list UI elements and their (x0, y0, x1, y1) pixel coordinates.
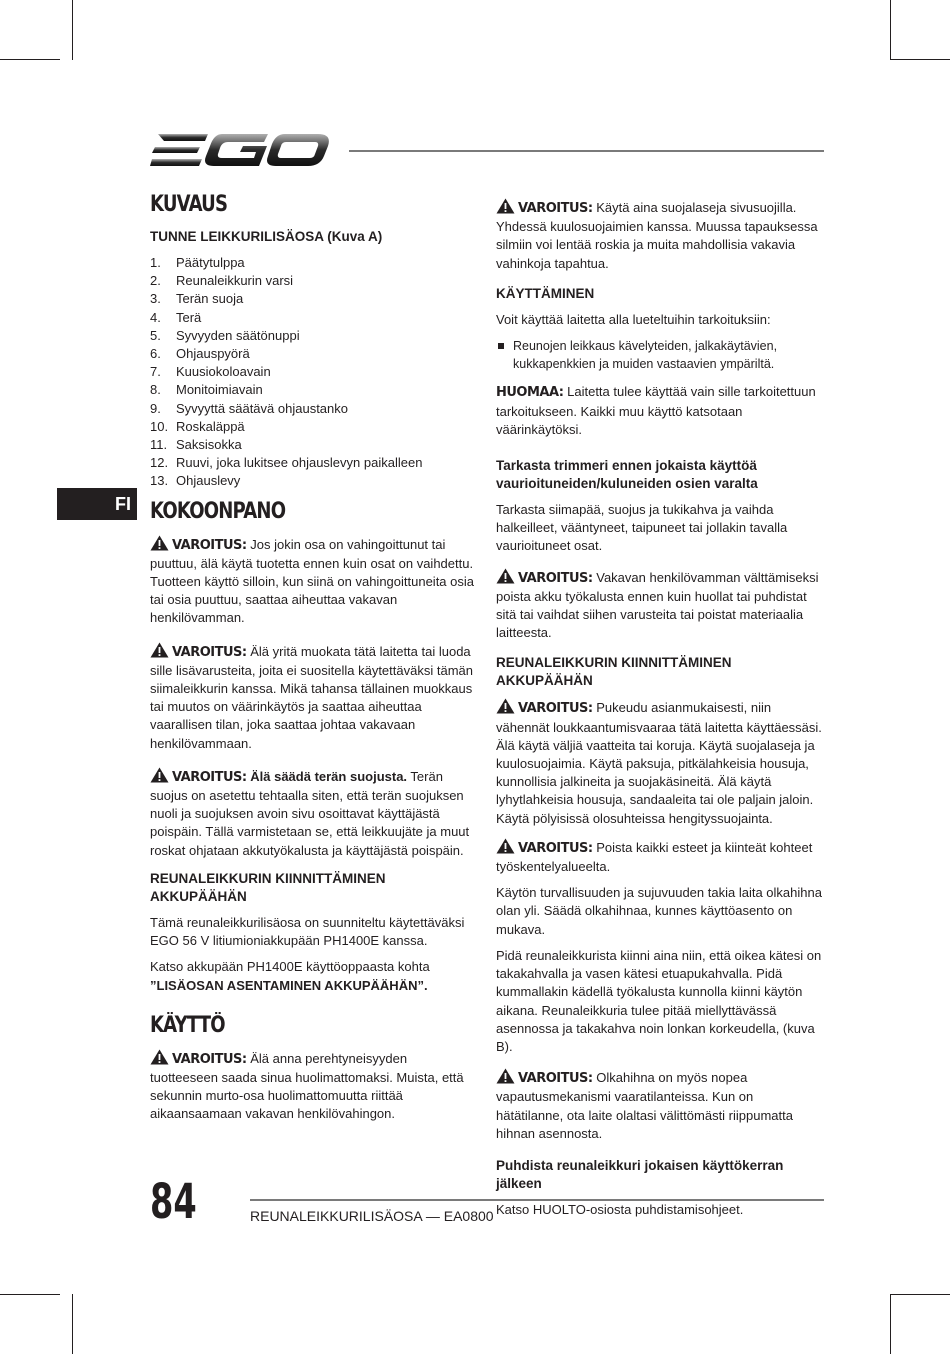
warning-bold-text: Älä säädä terän suojusta. (250, 768, 408, 784)
attach-text: Katso akkupään PH1400E käyttöoppaasta kohta (150, 959, 430, 975)
list-label: Syvyyttä säätävä ohjaustanko (176, 400, 348, 416)
list-number: 9. (150, 400, 161, 416)
check-heading: Tarkasta trimmeri ennen jokaista käyttöä vaurioituneiden/kuluneiden osien varalta (496, 458, 758, 492)
warning-label: VAROITUS: (172, 769, 247, 785)
warning-label: VAROITUS: (172, 537, 247, 553)
section-title-kaytto: KÄYTTÖ (150, 1012, 225, 1038)
list-number: 4. (150, 309, 161, 325)
attach-paragraph: Tämä reunaleikkurilisäosa on suunniteltu käytettäväksi EGO 56 V litiumioniakkupään PH1400E kanssa. (150, 914, 465, 949)
list-label: Päätytulppa (176, 255, 245, 270)
language-tab-label: FI (115, 493, 131, 514)
attach-heading: REUNALEIKKURIN KIINNITTÄMINEN AKKUPÄÄHÄN (496, 655, 732, 689)
warning-paragraph (496, 838, 824, 876)
list-number: 13. (150, 473, 169, 489)
list-item (150, 290, 478, 308)
attach-paragraph-2 (150, 958, 478, 994)
warning-paragraph (150, 767, 478, 860)
warning-triangle-icon (150, 767, 169, 783)
list-item (150, 327, 478, 345)
list-label: Monitoimiavain (176, 382, 263, 398)
list-item (150, 309, 478, 327)
strap-paragraph-2: Pidä reunaleikkurista kiinni aina niin, että oikea kätesi on takakahvalla ja vasen kätesi etuapukahvalla. Pidä kummallakin kädellä työkalusta kunnolla kiinni käytön aikana. Reunaleikkuria tulee pitää miellyttävässä asennossa ja takakahva noin lonkan korkeudella, (kuva B). (496, 947, 822, 1054)
note-paragraph (496, 383, 824, 439)
list-item (150, 381, 478, 399)
warning-paragraph (496, 698, 824, 827)
crop-mark (890, 1294, 950, 1295)
use-bullet-list (496, 337, 824, 373)
list-number: 12. (150, 455, 169, 471)
warning-label: VAROITUS: (518, 840, 593, 856)
page-number: 84 (150, 1174, 197, 1230)
warning-label: VAROITUS: (518, 570, 593, 586)
warning-text: Olkahihna on myös nopea vapautusmekanismi vaaratilanteissa. Kun on hätätilanne, ota laite olaltasi välittömästi riippumatta hihnan asennosta. (496, 1070, 793, 1141)
left-column (150, 190, 478, 1132)
warning-label: VAROITUS: (518, 201, 593, 216)
list-item (150, 254, 478, 272)
attach-bold-text: ”LISÄOSAN ASENTAMINEN AKKUPÄÄHÄN”. (150, 977, 428, 993)
list-number: 10. (150, 418, 169, 434)
use-paragraph: Voit käyttää laitetta alla lueteltuihin tarkoituksiin: (496, 311, 771, 327)
list-label: Ohjauspyörä (176, 346, 250, 362)
warning-triangle-icon (496, 698, 515, 714)
warning-triangle-icon (150, 1049, 169, 1065)
list-item: Reunojen leikkaus kävelyteiden, jalkakäytävien, kukkapenkkien ja muiden vastaavien ympäriltä. (496, 337, 824, 373)
warning-paragraph (150, 535, 478, 628)
clean-paragraph: Katso HUOLTO-osiosta puhdistamisohjeet. (496, 1201, 744, 1217)
list-number: 6. (150, 346, 161, 362)
warning-triangle-icon (496, 568, 515, 584)
ego-logo (150, 130, 330, 170)
warning-text: Poista kaikki esteet ja kiinteät kohteet työskentelyalueelta. (496, 839, 813, 875)
list-label: Ohjauslevy (176, 473, 241, 489)
strap-paragraph: Käytön turvallisuuden ja sujuvuuden takia laita olkahihna olan yli. Säädä olkahihnaa, kunnes käyttöasento on mukava. (496, 885, 822, 937)
warning-text: Älä yritä muokata tätä laitetta tai luoda sille lisävarusteita, joita ei suositella käytettäväksi tämän siimaleikkurin kanssa. Mikä tahansa tällainen muokkaus tai muutos on väärinkäytös ja saattaa aiheuttaa vaarallisen tilan, joka saattaa johtaa vakavaan henkilövammaan. (150, 643, 473, 751)
list-label: Ruuvi, joka lukitsee ohjauslevyn paikalleen (176, 455, 423, 471)
warning-triangle-icon (150, 642, 169, 658)
check-paragraph: Tarkasta siimapää, suojus ja tukikahva ja vaihda halkeilleet, vääntyneet, taipuneet tai jollakin tavalla vaurioituneet osat. (496, 502, 788, 554)
list-number: 3. (150, 291, 161, 307)
list-item (150, 363, 478, 381)
list-label: Syvyyden säätönuppi (176, 327, 300, 343)
list-number: 11. (150, 437, 168, 453)
list-item (150, 400, 478, 418)
warning-text: Pukeudu asianmukaisesti, niin vähennät loukkaantumisvaaraa tätä laitetta käyttäessäsi. Älä käytä väljiä vaatteita tai koruja. Käytä suojalaseja ja kuulosuojaimia. Käytä paksuja, pitkälahkeisia housuja, kunnollisia jalkineita ja suojakäsineitä. Älä käytä lyhytlahkeisia housuja, sandaaleita tai ole paljain jaloin. Käytä pölyisissä olosuhteissa hengityssuojainta. (496, 700, 822, 826)
language-tab (57, 488, 137, 520)
warning-paragraph (496, 198, 824, 273)
crop-mark (890, 0, 891, 60)
list-item (150, 436, 478, 454)
crop-mark (0, 59, 60, 60)
attach-heading: REUNALEIKKURIN KIINNITTÄMINEN AKKUPÄÄHÄN (150, 870, 386, 904)
list-label: Roskaläppä (176, 418, 245, 434)
list-number: 7. (150, 364, 161, 380)
section-title-kokoonpano: KOKOONPANO (150, 498, 286, 524)
list-item (150, 418, 478, 436)
section-title-kuvaus: KUVAUS (150, 192, 228, 217)
warning-text: Jos jokin osa on vahingoittunut tai puuttuu, älä käytä tuotetta ennen kuin osat on vaihdettu. Tuotteen käyttö silloin, kun siinä on vahingoittuneita osia tai osia puuttuu, saattaa aiheuttaa vakavan henkilövamman. (150, 536, 474, 626)
note-text: Laitetta tulee käyttää vain sille tarkoitettuun tarkoitukseen. Kaikki muu käyttö katsotaan väärinkäytöksi. (496, 384, 816, 437)
warning-label: VAROITUS: (172, 1051, 247, 1067)
footer-title: REUNALEIKKURILISÄOSA — EA0800 (250, 1208, 494, 1224)
parts-heading: TUNNE LEIKKURILISÄOSA (Kuva A) (150, 229, 383, 244)
crop-mark (72, 1294, 73, 1354)
crop-mark (890, 59, 950, 60)
warning-label: VAROITUS: (172, 644, 247, 660)
list-item (150, 345, 478, 363)
warning-triangle-icon (150, 535, 169, 551)
use-heading: KÄYTTÄMINEN (496, 285, 595, 301)
warning-triangle-icon (496, 1068, 515, 1084)
warning-paragraph (150, 1049, 478, 1124)
right-column (496, 198, 824, 1227)
list-number: 1. (150, 255, 161, 270)
list-label: Terän suoja (176, 291, 244, 307)
warning-text: Terän suojus on asetettu tehtaalla siten, että terän suojuksen nuoli ja suojuksen avoin sivu osoittavat käyttäjästä poispäin. Tällä varmistetaan se, että leikkuujäte ja muut roskat ohjataan akkutyökalusta ja käyttäjästä poispäin. (150, 768, 470, 858)
warning-text: Älä anna perehtyneisyyden tuotteeseen saada sinua huolimattomaksi. Muista, että sekunnin murto-osa huolimattomuutta riittää aikaansaamaan vakavan henkilövahingon. (150, 1050, 464, 1122)
footer-rule (250, 1199, 824, 1201)
warning-label: VAROITUS: (518, 701, 593, 717)
parts-list (150, 254, 478, 491)
clean-heading: Puhdista reunaleikkuri jokaisen käyttökerran jälkeen (496, 1157, 784, 1191)
warning-paragraph (496, 1068, 824, 1143)
warning-label: VAROITUS: (518, 1071, 593, 1087)
warning-paragraph (150, 642, 478, 753)
crop-mark (0, 1294, 60, 1295)
list-item (150, 454, 478, 472)
list-item (150, 472, 478, 490)
list-label: Kuusiokoloavain (176, 364, 271, 380)
note-label: HUOMAA: (496, 385, 564, 401)
list-number: 5. (150, 327, 161, 343)
list-number: 8. (150, 382, 161, 398)
warning-paragraph (496, 568, 824, 643)
warning-triangle-icon (496, 198, 515, 214)
warning-triangle-icon (496, 838, 515, 854)
list-item (150, 272, 478, 290)
crop-mark (72, 0, 73, 60)
list-label: Saksisokka (176, 437, 242, 453)
warning-text: Käytä aina suojalaseja sivusuojilla. Yhdessä kuulosuojaimien kanssa. Muussa tapauksessa silmiin voi lentää roskia ja muita mahdollisia vakavia vahinkoja tapahtua. (496, 200, 818, 271)
list-label: Reunaleikkurin varsi (176, 273, 294, 289)
header-rule (349, 150, 824, 152)
list-label: Terä (176, 309, 202, 325)
list-number: 2. (150, 273, 161, 289)
warning-text: Vakavan henkilövamman välttämiseksi poista akku työkalusta ennen kuin huollat tai puhdistat sitä tai vaihdat siihen varusteita tai poistat materiaalia laitteesta. (496, 569, 819, 641)
crop-mark (890, 1294, 891, 1354)
